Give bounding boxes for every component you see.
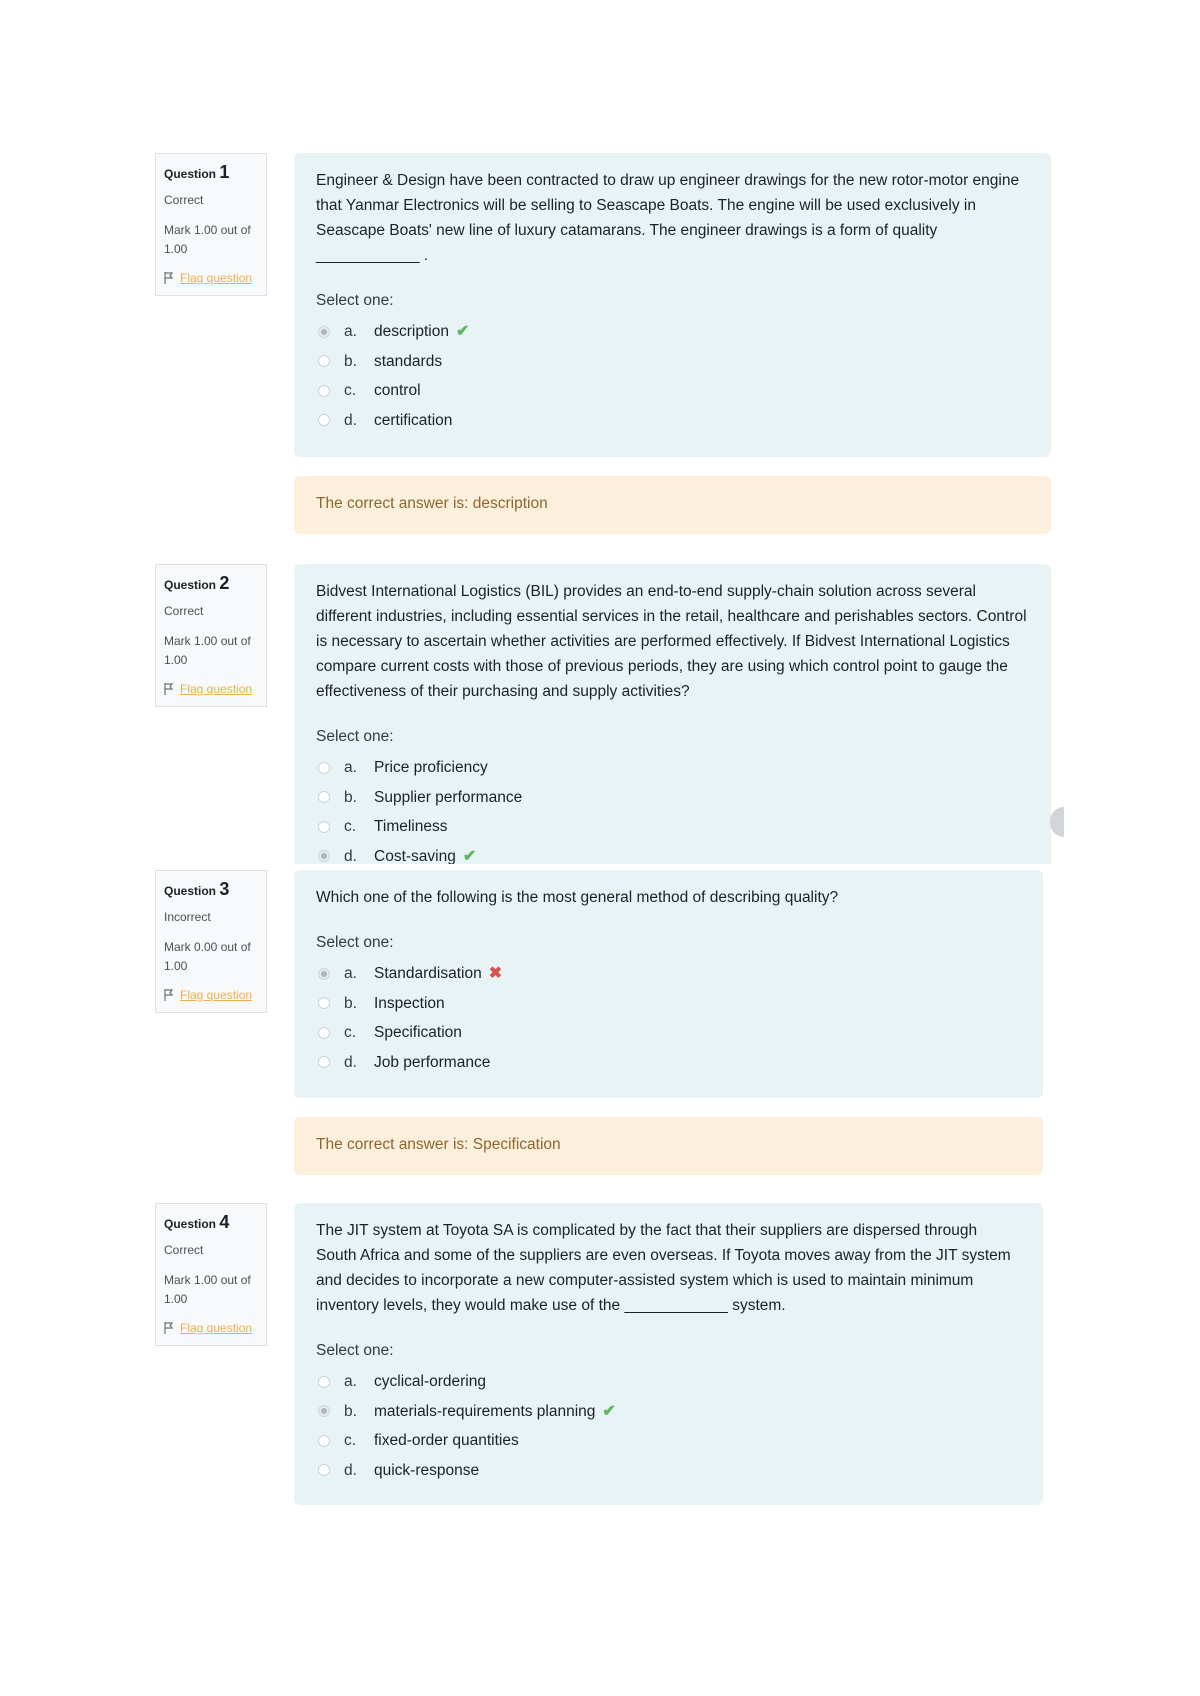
answer-text: Supplier performance <box>374 788 523 806</box>
question-text: Bidvest International Logistics (BIL) provides an end-to-end supply-chain solution across several different industries, including essential services in the retail, healthcare and perishables sectors. Control is necessary to ascertain whether activities are performed effectively. If Bidvest International Logistics compare current costs with those of previous periods, they are using which control point to gauge the effectiveness of their purchasing and supply activities? <box>316 583 1027 700</box>
radio-button[interactable] <box>318 850 330 862</box>
question-number: 3 <box>219 879 230 899</box>
answer-option-d[interactable] <box>316 406 1029 436</box>
answer-letter: c. <box>344 818 357 836</box>
answer-option-c[interactable] <box>316 1426 1021 1456</box>
question-state: Correct <box>164 1243 204 1257</box>
feedback-correct-answer: The correct answer is: description <box>294 476 1051 534</box>
answer-text: Job performance <box>374 1053 491 1071</box>
flag-question-link[interactable]: Flag question <box>180 271 253 285</box>
incorrect-cross-icon: ✖ <box>488 965 503 983</box>
answer-letter: d. <box>344 847 357 864</box>
answer-text: Inspection <box>374 994 445 1012</box>
answer-option-a[interactable] <box>316 959 1021 989</box>
radio-button[interactable] <box>318 997 330 1009</box>
question-grade <box>164 938 259 976</box>
answer-letter: c. <box>344 382 357 400</box>
answer-text: cyclical-ordering <box>374 1373 486 1391</box>
answer-text: description <box>374 323 449 341</box>
radio-button[interactable] <box>318 326 330 338</box>
answer-letter: a. <box>344 1373 357 1391</box>
grade-line-2: 1.00 <box>164 242 188 256</box>
answer-text: materials-requirements planning <box>374 1402 596 1420</box>
question-info-panel <box>155 153 267 296</box>
question-info-panel <box>155 1203 267 1346</box>
answer-letter: b. <box>344 1402 357 1420</box>
feedback-correct-answer: The correct answer is: Specification <box>294 1117 1043 1175</box>
answer-option-a[interactable] <box>316 1367 1021 1397</box>
select-one-prompt: Select one: <box>316 1342 394 1359</box>
answer-option-b[interactable] <box>316 783 1029 813</box>
flag-icon <box>164 683 174 695</box>
flag-question[interactable] <box>164 271 259 285</box>
question-title <box>164 162 259 183</box>
answer-text: Specification <box>374 1024 462 1042</box>
flag-question[interactable] <box>164 682 259 696</box>
radio-button[interactable] <box>318 1027 330 1039</box>
question-grade <box>164 632 259 670</box>
radio-button[interactable] <box>318 355 330 367</box>
select-one-prompt: Select one: <box>316 292 394 309</box>
answer-option-c[interactable] <box>316 812 1029 842</box>
answer-text: standards <box>374 352 443 370</box>
radio-button[interactable] <box>318 762 330 774</box>
side-drawer-handle[interactable] <box>1050 807 1064 837</box>
question-content <box>294 1203 1043 1505</box>
select-one-prompt: Select one: <box>316 728 394 745</box>
radio-button[interactable] <box>318 1056 330 1068</box>
grade-line-1: Mark 1.00 out of <box>164 634 251 648</box>
question-content <box>294 870 1043 1098</box>
grade-line-2: 1.00 <box>164 959 188 973</box>
question-content <box>294 564 1051 864</box>
answer-option-b[interactable] <box>316 347 1029 377</box>
question-text: Engineer & Design have been contracted to draw up engineer drawings for the new rotor-motor engine that Yanmar Electronics will be selling to Seascape Boats. The engine will be used exclusively in Seascape Boats' new line of luxury catamarans. The engineer drawings is a form of quality ____________ . <box>316 172 1020 264</box>
radio-button[interactable] <box>318 1464 330 1476</box>
question-state: Correct <box>164 193 204 207</box>
radio-button[interactable] <box>318 414 330 426</box>
answer-option-d[interactable] <box>316 1456 1021 1486</box>
flag-question[interactable] <box>164 1321 259 1335</box>
question-title-prefix: Question <box>164 1217 217 1231</box>
radio-button[interactable] <box>318 385 330 397</box>
radio-button[interactable] <box>318 1435 330 1447</box>
answer-option-c[interactable] <box>316 376 1029 406</box>
answer-text: quick-response <box>374 1461 480 1479</box>
flag-question-link[interactable]: Flag question <box>180 988 253 1002</box>
question-grade <box>164 1271 259 1309</box>
answer-letter: c. <box>344 1024 357 1042</box>
answer-text: Standardisation <box>374 965 482 983</box>
correct-check-icon: ✔ <box>462 847 477 864</box>
correct-check-icon: ✔ <box>602 1402 616 1420</box>
question-title <box>164 1212 259 1233</box>
answer-letter: d. <box>344 1053 357 1071</box>
radio-button[interactable] <box>318 1405 330 1417</box>
question-title-prefix: Question <box>164 578 217 592</box>
answer-option-d[interactable] <box>316 1048 1021 1078</box>
answer-option-a[interactable] <box>316 753 1029 783</box>
radio-button[interactable] <box>318 791 330 803</box>
answer-option-a[interactable] <box>316 317 1029 347</box>
radio-button[interactable] <box>318 821 330 833</box>
question-number: 1 <box>219 162 230 182</box>
flag-question-link[interactable]: Flag question <box>180 1321 253 1335</box>
answer-letter: b. <box>344 352 357 370</box>
question-number: 2 <box>219 573 230 593</box>
flag-icon <box>164 272 174 284</box>
answer-letter: a. <box>344 965 357 983</box>
question-text: The JIT system at Toyota SA is complicated by the fact that their suppliers are dispersed through South Africa and some of the suppliers are even overseas. If Toyota moves away from the JIT system and decides to incorporate a new computer-assisted system which is used to maintain minimum inventory levels, they would make use of the ____________ system. <box>316 1222 1011 1314</box>
question-grade <box>164 221 259 259</box>
answer-letter: a. <box>344 759 357 777</box>
question-title <box>164 573 259 594</box>
question-title-prefix: Question <box>164 884 217 898</box>
grade-line-1: Mark 1.00 out of <box>164 1273 251 1287</box>
answer-option-c[interactable] <box>316 1018 1021 1048</box>
answer-text: Price proficiency <box>374 759 488 777</box>
answer-letter: c. <box>344 1432 357 1450</box>
answer-option-b[interactable] <box>316 989 1021 1019</box>
question-title <box>164 879 259 900</box>
answer-letter: a. <box>344 323 357 341</box>
select-one-prompt: Select one: <box>316 934 394 951</box>
answer-text: control <box>374 382 421 400</box>
correct-check-icon: ✔ <box>455 323 470 341</box>
grade-line-1: Mark 0.00 out of <box>164 940 251 954</box>
answer-text: certification <box>374 411 453 429</box>
question-info-panel <box>155 564 267 707</box>
grade-line-2: 1.00 <box>164 1292 188 1306</box>
question-state: Correct <box>164 604 204 618</box>
answer-text: fixed-order quantities <box>374 1432 519 1450</box>
answer-letter: b. <box>344 994 357 1012</box>
grade-line-1: Mark 1.00 out of <box>164 223 251 237</box>
question-state: Incorrect <box>164 910 211 924</box>
answer-text: Cost-saving <box>374 847 456 864</box>
answer-option-b[interactable] <box>316 1397 1021 1427</box>
answer-letter: d. <box>344 411 357 429</box>
question-text: Which one of the following is the most general method of describing quality? <box>316 889 839 906</box>
question-number: 4 <box>219 1212 230 1232</box>
answer-letter: d. <box>344 1461 357 1479</box>
question-content <box>294 153 1051 457</box>
question-info-panel <box>155 870 267 1013</box>
answer-option-d[interactable] <box>316 842 1029 865</box>
question-title-prefix: Question <box>164 167 217 181</box>
radio-button[interactable] <box>318 968 330 980</box>
answer-letter: b. <box>344 788 357 806</box>
flag-icon <box>164 989 174 1001</box>
flag-question-link[interactable]: Flag question <box>180 682 253 696</box>
answer-text: Timeliness <box>374 818 448 836</box>
radio-button[interactable] <box>318 1376 330 1388</box>
grade-line-2: 1.00 <box>164 653 188 667</box>
flag-question[interactable] <box>164 988 259 1002</box>
flag-icon <box>164 1322 174 1334</box>
